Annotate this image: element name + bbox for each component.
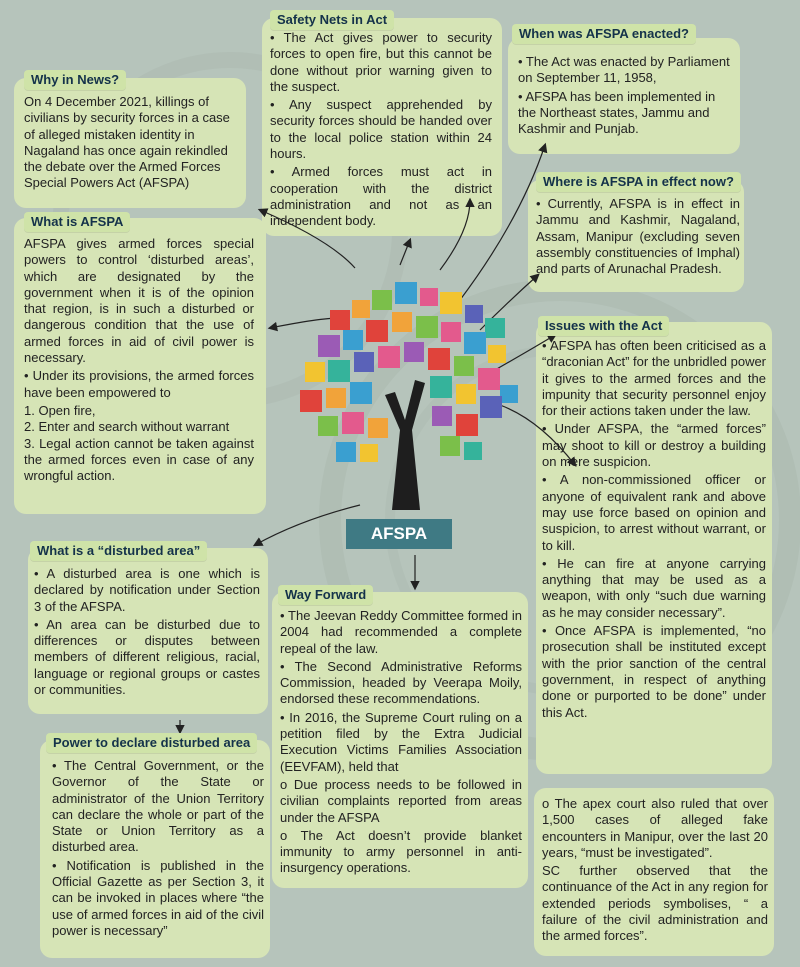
way-forward-item: o Due process needs to be followed in civilian complaints reported from areas under the AFSPA [280,776,522,825]
where-in-effect-body [536,196,740,279]
where-in-effect-item: • Currently, AFSPA is in effect in Jammu and Kashmir, Nagaland, Assam, Manipur (excluding seven assembly constituencies of Imphal) and parts of Arunachal Pradesh. [536,196,740,277]
safety-nets-heading: Safety Nets in Act [270,10,394,30]
what-is-afspa-heading: What is AFSPA [24,212,130,232]
disturbed-area-body [34,566,260,700]
apex-court-item: o The apex court also ruled that over 1,500 cases of alleged fake encounters in Manipur, over the last 20 years, “must be investigated”. [542,796,768,860]
power-to-declare-heading: Power to declare disturbed area [46,733,257,753]
power-to-declare-item: • The Central Government, or the Governor of the State or administrator of the Union Territory can declare the whole or part of the State or Union Territory as a disturbed area. [52,758,264,855]
issue-item: • AFSPA has often been criticised as a “draconian Act” for the unbridled power it gives to the armed forces and the impunity that security personnel enjoy for their actions taken under the law. [542,338,767,419]
power-to-declare-item: • Notification is published in the Official Gazette as per Section 3, it can be invoked in places where “the use of armed forces in aid of the civil power is necessary” [52,857,264,938]
safety-net-item: • Any suspect apprehended by security forces should be handed over to the local police station within 24 hours. [270,97,492,162]
issues-body [542,338,766,723]
power-item-2: 2. Enter and search without warrant [24,419,230,435]
what-is-afspa-para2: • Under its provisions, the armed forces have been empowered to [24,368,254,400]
disturbed-area-item: • A disturbed area is one which is declared by notification under Section 3 of the AFSPA. [34,566,260,614]
apex-court-item: SC further observed that the continuance of the Act in any region for extended periods symbolises, “ a failure of the civil administration and the armed forces”. [542,863,768,944]
issue-item: • A non-commissioned officer or anyone of equivalent rank and above may use force based on opinion and suspicion, to arrest without warrant, or to kill. [542,472,766,553]
issues-heading: Issues with the Act [538,316,669,336]
when-enacted-heading: When was AFSPA enacted? [512,24,696,44]
way-forward-item: • The Second Administrative Reforms Commission, headed by Veerapa Moily, endorsed these recommendations. [280,658,522,707]
way-forward-item: • In 2016, the Supreme Court ruling on a petition filed by the Extra Judicial Execution Victims Families Association (EEVFAM), held that [280,709,522,774]
power-item-3: 3. Legal action cannot be taken against the armed forces even in case of any wrongful action. [24,435,254,484]
safety-net-item: • The Act gives power to security forces to open fire, but this cannot be done without prior warning given to the suspect. [270,30,492,94]
issue-item: • Under AFSPA, the “armed forces” may shoot to kill or destroy a building on mere suspicion. [542,421,766,470]
way-forward-heading: Way Forward [278,585,373,605]
where-in-effect-heading: Where is AFSPA in effect now? [536,172,741,192]
way-forward-item: • The Jeevan Reddy Committee formed in 2004 had recommended a complete repeal of the law. [280,608,522,656]
what-is-afspa-para1: AFSPA gives armed forces special powers to control ‘disturbed areas’, which are designated by the government when it is of the opinion that region, is in such a disturbed or dangerous condition that the use of armed forces in aid of civil power is necessary. [24,236,254,366]
issue-item: • He can fire at anyone carrying anything that may be used as a weapon, with only “such due warning as he may consider necessary”. [542,555,766,620]
why-in-news-text: On 4 December 2021, killings of civilians by security forces in a case of alleged mistaken identity in Nagaland has once again rekindled the debate over the Armed Forces Special Powers Act (AFSPA) [24,94,230,191]
apex-court-body [542,796,768,947]
why-in-news-heading: Why in News? [24,70,126,90]
when-enacted-item: • The Act was enacted by Parliament on September 11, 1958, [518,54,730,86]
what-is-afspa-body [24,236,254,484]
when-enacted-body [518,54,736,139]
way-forward-body [280,608,522,879]
center-title: AFSPA [346,519,452,549]
disturbed-area-heading: What is a “disturbed area” [30,541,207,561]
issue-item: • Once AFSPA is implemented, “no prosecution shall be instituted except with the prior sanction of the central government, in respect of anything done or purported to be done” under this Act. [542,623,766,720]
safety-net-item: • Armed forces must act in cooperation with the district administration and not as an independent body. [270,164,492,229]
safety-nets-body [270,30,492,232]
power-to-declare-body [52,758,264,941]
disturbed-area-item: • An area can be disturbed due to differences or disputes between members of different religious, racial, language or regional groups or castes or communities. [34,616,260,698]
power-item-1: 1. Open fire, [24,402,96,418]
when-enacted-item: • AFSPA has been implemented in the Northeast states, Jammu and Kashmir and Punjab. [518,88,716,137]
way-forward-item: o The Act doesn’t provide blanket immunity to army personnel in anti-insurgency operations. [280,827,522,876]
